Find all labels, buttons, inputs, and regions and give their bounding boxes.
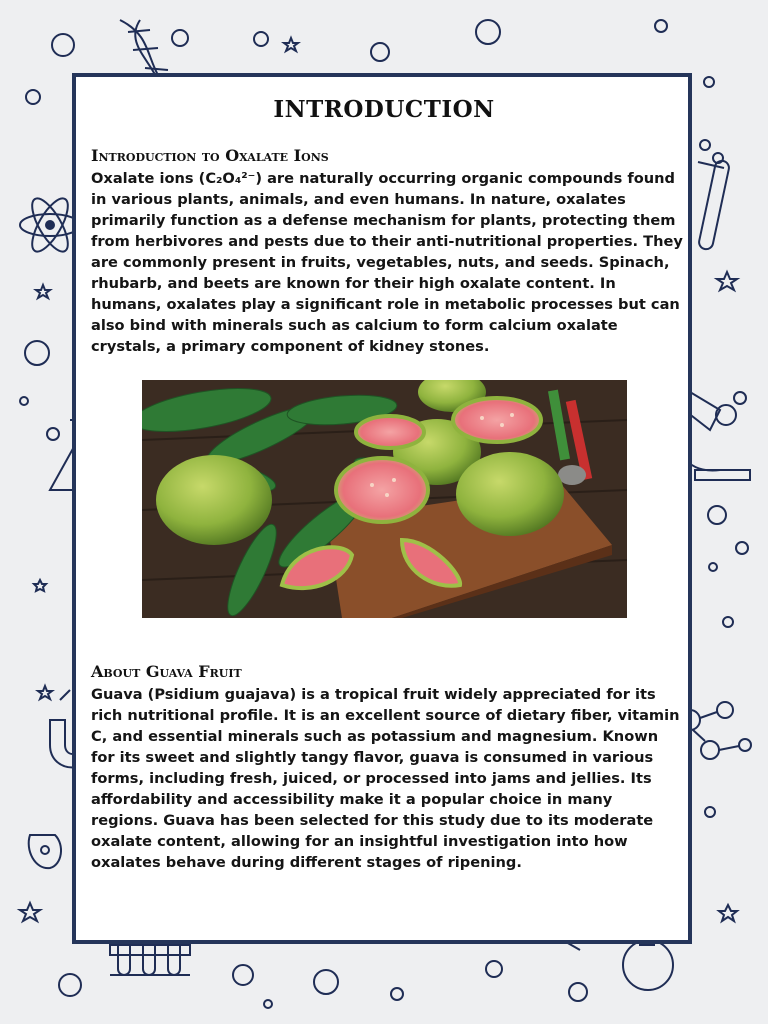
bubble-icon [25,341,49,365]
bubble-icon [314,970,338,994]
bubble-icon [569,983,587,1001]
bubble-icon [264,1000,272,1008]
bubble-icon [708,506,726,524]
bubble-icon [709,563,717,571]
section-body-oxalate: Oxalate ions (C₂O₄²⁻) are naturally occurring organic compounds found in various plants, animals, and even humans. In nature, oxalates primarily function as a defense mechanism for plants, protecting them from herbivores and pests due to their anti-nutritional properties. They are commonly present in fruits, vegetables, nuts, and seeds. Spinach, rhubarb, and beets are known for their high oxalate content. In humans, oxalates play a significant role in metabolic processes but can also bind with minerals such as calcium to form calcium oxalate crystals, a primary component of kidney stones. [91,170,683,355]
bubble-icon [736,542,748,554]
bubble-icon [704,77,714,87]
star-icon [20,903,40,921]
bubble-icon [52,34,74,56]
section-heading-guava: About Guava Fruit [91,662,242,681]
star-icon [719,905,737,921]
guava-photo [142,380,627,618]
page-title: INTRODUCTION [273,96,495,123]
section-heading-oxalate: Introduction to Oxalate Ions [91,146,329,165]
atom-icon [20,194,80,257]
bubble-icon [172,30,188,46]
beaker-icon [29,835,61,868]
bubble-icon [254,32,268,46]
bubble-icon [371,43,389,61]
bubble-icon [655,20,667,32]
bubble-icon [476,20,500,44]
star-icon [34,580,46,591]
bubble-icon [20,397,28,405]
star-icon [284,38,298,51]
bubble-icon [705,807,715,817]
bubble-icon [59,974,81,996]
bubble-icon [486,961,502,977]
section-body-guava: Guava (Psidium guajava) is a tropical fruit widely appreciated for its rich nutritional profile. It is an excellent source of dietary fiber, vitamin C, and essential minerals such as potassium and magnesium. Known for its sweet and slightly tangy flavor, guava is consumed in various forms, including fresh, juiced, or processed into jams and jellies. Its affordability and accessibility make it a popular choice in many regions. Guava has been selected for this study due to its moderate oxalate content, allowing for an insightful investigation into how oxalates behave during different stages of ripening. [91,686,680,871]
bubble-icon [723,617,733,627]
star-icon [38,686,52,699]
star-icon [717,272,737,290]
star-icon [36,285,50,298]
bubble-icon [391,988,403,1000]
bubble-icon [233,965,253,985]
